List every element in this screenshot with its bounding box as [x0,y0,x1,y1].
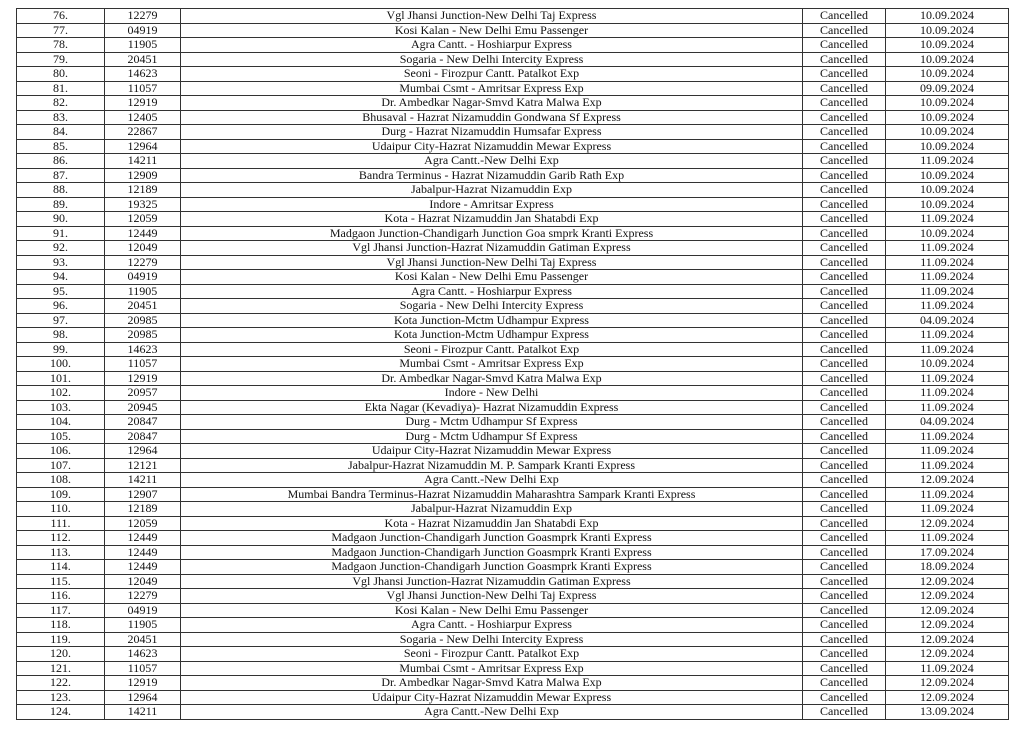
status-cell: Cancelled [803,168,886,183]
date-cell: 11.09.2024 [886,400,1009,415]
train-name-cell: Mumbai Csmt - Amritsar Express Exp [181,661,803,676]
table-row [17,313,1009,328]
serial-number-cell: 80. [17,67,105,82]
train-name-cell: Madgaon Junction-Chandigarh Junction Goa smprk Kranti Express [181,226,803,241]
table-row [17,603,1009,618]
table-row [17,632,1009,647]
train-name-cell: Kota - Hazrat Nizamuddin Jan Shatabdi Exp [181,212,803,227]
train-number-cell: 12964 [105,444,181,459]
date-cell: 10.09.2024 [886,110,1009,125]
train-name-cell: Kota Junction-Mctm Udhampur Express [181,313,803,328]
status-cell: Cancelled [803,371,886,386]
serial-number-cell: 107. [17,458,105,473]
serial-number-cell: 117. [17,603,105,618]
train-number-cell: 11905 [105,38,181,53]
status-cell: Cancelled [803,473,886,488]
train-number-cell: 11905 [105,284,181,299]
date-cell: 11.09.2024 [886,429,1009,444]
train-name-cell: Ekta Nagar (Kevadiya)- Hazrat Nizamuddin Express [181,400,803,415]
table-row [17,371,1009,386]
table-row [17,226,1009,241]
date-cell: 10.09.2024 [886,125,1009,140]
train-number-cell: 11905 [105,618,181,633]
status-cell: Cancelled [803,284,886,299]
train-name-cell: Agra Cantt.-New Delhi Exp [181,154,803,169]
date-cell: 09.09.2024 [886,81,1009,96]
train-number-cell: 12059 [105,212,181,227]
date-cell: 04.09.2024 [886,313,1009,328]
status-cell: Cancelled [803,328,886,343]
status-cell: Cancelled [803,415,886,430]
date-cell: 11.09.2024 [886,255,1009,270]
train-name-cell: Vgl Jhansi Junction-New Delhi Taj Express [181,9,803,24]
date-cell: 12.09.2024 [886,618,1009,633]
date-cell: 04.09.2024 [886,415,1009,430]
date-cell: 13.09.2024 [886,705,1009,720]
cancelled-trains-table [16,8,1009,720]
train-number-cell: 14211 [105,705,181,720]
train-number-cell: 12059 [105,516,181,531]
serial-number-cell: 115. [17,574,105,589]
date-cell: 12.09.2024 [886,574,1009,589]
serial-number-cell: 87. [17,168,105,183]
table-row [17,400,1009,415]
serial-number-cell: 109. [17,487,105,502]
train-number-cell: 12121 [105,458,181,473]
table-row [17,705,1009,720]
serial-number-cell: 82. [17,96,105,111]
table-row [17,154,1009,169]
train-name-cell: Agra Cantt.-New Delhi Exp [181,705,803,720]
train-name-cell: Durg - Mctm Udhampur Sf Express [181,415,803,430]
table-row [17,125,1009,140]
train-name-cell: Indore - New Delhi [181,386,803,401]
serial-number-cell: 119. [17,632,105,647]
train-number-cell: 20451 [105,632,181,647]
train-name-cell: Vgl Jhansi Junction-Hazrat Nizamuddin Gatiman Express [181,574,803,589]
serial-number-cell: 99. [17,342,105,357]
table-row [17,9,1009,24]
train-name-cell: Vgl Jhansi Junction-New Delhi Taj Express [181,589,803,604]
serial-number-cell: 118. [17,618,105,633]
table-row [17,139,1009,154]
date-cell: 10.09.2024 [886,96,1009,111]
train-number-cell: 20985 [105,328,181,343]
serial-number-cell: 76. [17,9,105,24]
serial-number-cell: 83. [17,110,105,125]
date-cell: 12.09.2024 [886,690,1009,705]
status-cell: Cancelled [803,125,886,140]
status-cell: Cancelled [803,574,886,589]
serial-number-cell: 113. [17,545,105,560]
train-name-cell: Dr. Ambedkar Nagar-Smvd Katra Malwa Exp [181,371,803,386]
table-row [17,212,1009,227]
train-name-cell: Madgaon Junction-Chandigarh Junction Goasmprk Kranti Express [181,560,803,575]
train-name-cell: Jabalpur-Hazrat Nizamuddin Exp [181,502,803,517]
date-cell: 10.09.2024 [886,197,1009,212]
date-cell: 10.09.2024 [886,226,1009,241]
train-name-cell: Udaipur City-Hazrat Nizamuddin Mewar Express [181,690,803,705]
status-cell: Cancelled [803,560,886,575]
serial-number-cell: 116. [17,589,105,604]
table-row [17,647,1009,662]
train-name-cell: Durg - Mctm Udhampur Sf Express [181,429,803,444]
status-cell: Cancelled [803,270,886,285]
table-row [17,284,1009,299]
serial-number-cell: 79. [17,52,105,67]
date-cell: 11.09.2024 [886,342,1009,357]
status-cell: Cancelled [803,23,886,38]
serial-number-cell: 103. [17,400,105,415]
train-name-cell: Vgl Jhansi Junction-Hazrat Nizamuddin Gatiman Express [181,241,803,256]
date-cell: 11.09.2024 [886,241,1009,256]
status-cell: Cancelled [803,154,886,169]
serial-number-cell: 95. [17,284,105,299]
train-name-cell: Dr. Ambedkar Nagar-Smvd Katra Malwa Exp [181,96,803,111]
date-cell: 11.09.2024 [886,154,1009,169]
train-name-cell: Kosi Kalan - New Delhi Emu Passenger [181,603,803,618]
status-cell: Cancelled [803,458,886,473]
serial-number-cell: 101. [17,371,105,386]
table-row [17,560,1009,575]
date-cell: 12.09.2024 [886,647,1009,662]
train-name-cell: Indore - Amritsar Express [181,197,803,212]
train-number-cell: 14623 [105,647,181,662]
train-name-cell: Seoni - Firozpur Cantt. Patalkot Exp [181,342,803,357]
train-name-cell: Madgaon Junction-Chandigarh Junction Goasmprk Kranti Express [181,545,803,560]
train-number-cell: 04919 [105,23,181,38]
date-cell: 10.09.2024 [886,357,1009,372]
table-row [17,241,1009,256]
document-page [16,8,1008,720]
train-number-cell: 12405 [105,110,181,125]
status-cell: Cancelled [803,647,886,662]
table-row [17,545,1009,560]
date-cell: 11.09.2024 [886,284,1009,299]
train-number-cell: 20945 [105,400,181,415]
status-cell: Cancelled [803,110,886,125]
train-number-cell: 12049 [105,241,181,256]
status-cell: Cancelled [803,400,886,415]
train-name-cell: Agra Cantt. - Hoshiarpur Express [181,284,803,299]
status-cell: Cancelled [803,632,886,647]
date-cell: 12.09.2024 [886,516,1009,531]
serial-number-cell: 84. [17,125,105,140]
table-row [17,67,1009,82]
status-cell: Cancelled [803,299,886,314]
status-cell: Cancelled [803,676,886,691]
serial-number-cell: 108. [17,473,105,488]
status-cell: Cancelled [803,589,886,604]
status-cell: Cancelled [803,516,886,531]
serial-number-cell: 86. [17,154,105,169]
table-row [17,386,1009,401]
train-name-cell: Udaipur City-Hazrat Nizamuddin Mewar Express [181,444,803,459]
table-row [17,23,1009,38]
train-number-cell: 20957 [105,386,181,401]
serial-number-cell: 112. [17,531,105,546]
train-number-cell: 20847 [105,415,181,430]
status-cell: Cancelled [803,357,886,372]
train-name-cell: Mumbai Csmt - Amritsar Express Exp [181,357,803,372]
table-row [17,270,1009,285]
train-name-cell: Agra Cantt.-New Delhi Exp [181,473,803,488]
train-number-cell: 12449 [105,545,181,560]
date-cell: 11.09.2024 [886,531,1009,546]
table-row [17,618,1009,633]
serial-number-cell: 123. [17,690,105,705]
train-name-cell: Udaipur City-Hazrat Nizamuddin Mewar Express [181,139,803,154]
status-cell: Cancelled [803,183,886,198]
train-name-cell: Kota Junction-Mctm Udhampur Express [181,328,803,343]
train-number-cell: 12907 [105,487,181,502]
table-row [17,110,1009,125]
status-cell: Cancelled [803,444,886,459]
date-cell: 11.09.2024 [886,328,1009,343]
table-body [17,9,1009,720]
table-row [17,661,1009,676]
table-row [17,81,1009,96]
train-number-cell: 12449 [105,531,181,546]
train-name-cell: Mumbai Bandra Terminus-Hazrat Nizamuddin Maharashtra Sampark Kranti Express [181,487,803,502]
table-row [17,516,1009,531]
status-cell: Cancelled [803,661,886,676]
date-cell: 10.09.2024 [886,168,1009,183]
status-cell: Cancelled [803,429,886,444]
serial-number-cell: 92. [17,241,105,256]
train-name-cell: Jabalpur-Hazrat Nizamuddin M. P. Sampark Kranti Express [181,458,803,473]
status-cell: Cancelled [803,139,886,154]
serial-number-cell: 96. [17,299,105,314]
date-cell: 10.09.2024 [886,67,1009,82]
serial-number-cell: 111. [17,516,105,531]
serial-number-cell: 91. [17,226,105,241]
table-row [17,589,1009,604]
date-cell: 11.09.2024 [886,487,1009,502]
date-cell: 18.09.2024 [886,560,1009,575]
table-row [17,531,1009,546]
train-number-cell: 12964 [105,690,181,705]
table-row [17,357,1009,372]
train-number-cell: 11057 [105,357,181,372]
date-cell: 11.09.2024 [886,386,1009,401]
table-row [17,255,1009,270]
train-number-cell: 20451 [105,299,181,314]
train-number-cell: 14623 [105,67,181,82]
serial-number-cell: 93. [17,255,105,270]
date-cell: 12.09.2024 [886,473,1009,488]
train-name-cell: Bhusaval - Hazrat Nizamuddin Gondwana Sf Express [181,110,803,125]
table-row [17,574,1009,589]
status-cell: Cancelled [803,342,886,357]
table-row [17,676,1009,691]
status-cell: Cancelled [803,603,886,618]
train-number-cell: 14623 [105,342,181,357]
train-name-cell: Agra Cantt. - Hoshiarpur Express [181,38,803,53]
serial-number-cell: 120. [17,647,105,662]
train-name-cell: Vgl Jhansi Junction-New Delhi Taj Express [181,255,803,270]
train-number-cell: 12189 [105,183,181,198]
date-cell: 11.09.2024 [886,458,1009,473]
status-cell: Cancelled [803,197,886,212]
serial-number-cell: 124. [17,705,105,720]
train-number-cell: 04919 [105,270,181,285]
train-number-cell: 12964 [105,139,181,154]
table-row [17,328,1009,343]
train-number-cell: 12449 [105,560,181,575]
date-cell: 11.09.2024 [886,502,1009,517]
train-number-cell: 19325 [105,197,181,212]
table-row [17,487,1009,502]
date-cell: 12.09.2024 [886,589,1009,604]
train-number-cell: 12909 [105,168,181,183]
table-row [17,458,1009,473]
date-cell: 11.09.2024 [886,270,1009,285]
status-cell: Cancelled [803,531,886,546]
serial-number-cell: 122. [17,676,105,691]
date-cell: 11.09.2024 [886,444,1009,459]
table-row [17,183,1009,198]
date-cell: 11.09.2024 [886,212,1009,227]
serial-number-cell: 78. [17,38,105,53]
train-name-cell: Kosi Kalan - New Delhi Emu Passenger [181,270,803,285]
table-row [17,52,1009,67]
train-number-cell: 12279 [105,9,181,24]
status-cell: Cancelled [803,705,886,720]
train-number-cell: 12279 [105,589,181,604]
table-row [17,299,1009,314]
table-row [17,690,1009,705]
status-cell: Cancelled [803,487,886,502]
train-number-cell: 12919 [105,371,181,386]
train-number-cell: 12919 [105,96,181,111]
serial-number-cell: 88. [17,183,105,198]
status-cell: Cancelled [803,618,886,633]
date-cell: 12.09.2024 [886,676,1009,691]
train-name-cell: Kosi Kalan - New Delhi Emu Passenger [181,23,803,38]
train-number-cell: 20847 [105,429,181,444]
status-cell: Cancelled [803,502,886,517]
train-number-cell: 22867 [105,125,181,140]
train-name-cell: Dr. Ambedkar Nagar-Smvd Katra Malwa Exp [181,676,803,691]
serial-number-cell: 104. [17,415,105,430]
train-name-cell: Madgaon Junction-Chandigarh Junction Goasmprk Kranti Express [181,531,803,546]
train-number-cell: 04919 [105,603,181,618]
serial-number-cell: 98. [17,328,105,343]
table-row [17,444,1009,459]
status-cell: Cancelled [803,241,886,256]
serial-number-cell: 81. [17,81,105,96]
status-cell: Cancelled [803,313,886,328]
train-number-cell: 12189 [105,502,181,517]
status-cell: Cancelled [803,690,886,705]
serial-number-cell: 85. [17,139,105,154]
serial-number-cell: 102. [17,386,105,401]
date-cell: 10.09.2024 [886,183,1009,198]
train-name-cell: Agra Cantt. - Hoshiarpur Express [181,618,803,633]
status-cell: Cancelled [803,226,886,241]
train-number-cell: 14211 [105,154,181,169]
serial-number-cell: 106. [17,444,105,459]
date-cell: 12.09.2024 [886,632,1009,647]
serial-number-cell: 114. [17,560,105,575]
status-cell: Cancelled [803,386,886,401]
serial-number-cell: 77. [17,23,105,38]
table-row [17,96,1009,111]
status-cell: Cancelled [803,96,886,111]
table-row [17,502,1009,517]
date-cell: 10.09.2024 [886,9,1009,24]
serial-number-cell: 97. [17,313,105,328]
status-cell: Cancelled [803,52,886,67]
serial-number-cell: 110. [17,502,105,517]
serial-number-cell: 89. [17,197,105,212]
train-name-cell: Kota - Hazrat Nizamuddin Jan Shatabdi Exp [181,516,803,531]
status-cell: Cancelled [803,545,886,560]
train-name-cell: Jabalpur-Hazrat Nizamuddin Exp [181,183,803,198]
train-number-cell: 11057 [105,81,181,96]
train-name-cell: Sogaria - New Delhi Intercity Express [181,299,803,314]
table-row [17,38,1009,53]
date-cell: 11.09.2024 [886,661,1009,676]
date-cell: 10.09.2024 [886,38,1009,53]
train-name-cell: Bandra Terminus - Hazrat Nizamuddin Garib Rath Exp [181,168,803,183]
status-cell: Cancelled [803,81,886,96]
status-cell: Cancelled [803,38,886,53]
serial-number-cell: 94. [17,270,105,285]
serial-number-cell: 121. [17,661,105,676]
date-cell: 10.09.2024 [886,52,1009,67]
status-cell: Cancelled [803,255,886,270]
date-cell: 11.09.2024 [886,371,1009,386]
train-number-cell: 12919 [105,676,181,691]
date-cell: 10.09.2024 [886,139,1009,154]
status-cell: Cancelled [803,67,886,82]
train-name-cell: Sogaria - New Delhi Intercity Express [181,632,803,647]
serial-number-cell: 100. [17,357,105,372]
table-row [17,342,1009,357]
table-row [17,473,1009,488]
train-name-cell: Seoni - Firozpur Cantt. Patalkot Exp [181,67,803,82]
table-row [17,197,1009,212]
status-cell: Cancelled [803,212,886,227]
train-number-cell: 14211 [105,473,181,488]
train-name-cell: Mumbai Csmt - Amritsar Express Exp [181,81,803,96]
serial-number-cell: 90. [17,212,105,227]
train-number-cell: 20451 [105,52,181,67]
date-cell: 12.09.2024 [886,603,1009,618]
train-number-cell: 11057 [105,661,181,676]
serial-number-cell: 105. [17,429,105,444]
train-number-cell: 12279 [105,255,181,270]
train-name-cell: Sogaria - New Delhi Intercity Express [181,52,803,67]
status-cell: Cancelled [803,9,886,24]
train-number-cell: 12449 [105,226,181,241]
date-cell: 11.09.2024 [886,299,1009,314]
date-cell: 17.09.2024 [886,545,1009,560]
table-row [17,429,1009,444]
train-number-cell: 20985 [105,313,181,328]
train-name-cell: Seoni - Firozpur Cantt. Patalkot Exp [181,647,803,662]
date-cell: 10.09.2024 [886,23,1009,38]
table-row [17,415,1009,430]
train-number-cell: 12049 [105,574,181,589]
train-name-cell: Durg - Hazrat Nizamuddin Humsafar Express [181,125,803,140]
table-row [17,168,1009,183]
